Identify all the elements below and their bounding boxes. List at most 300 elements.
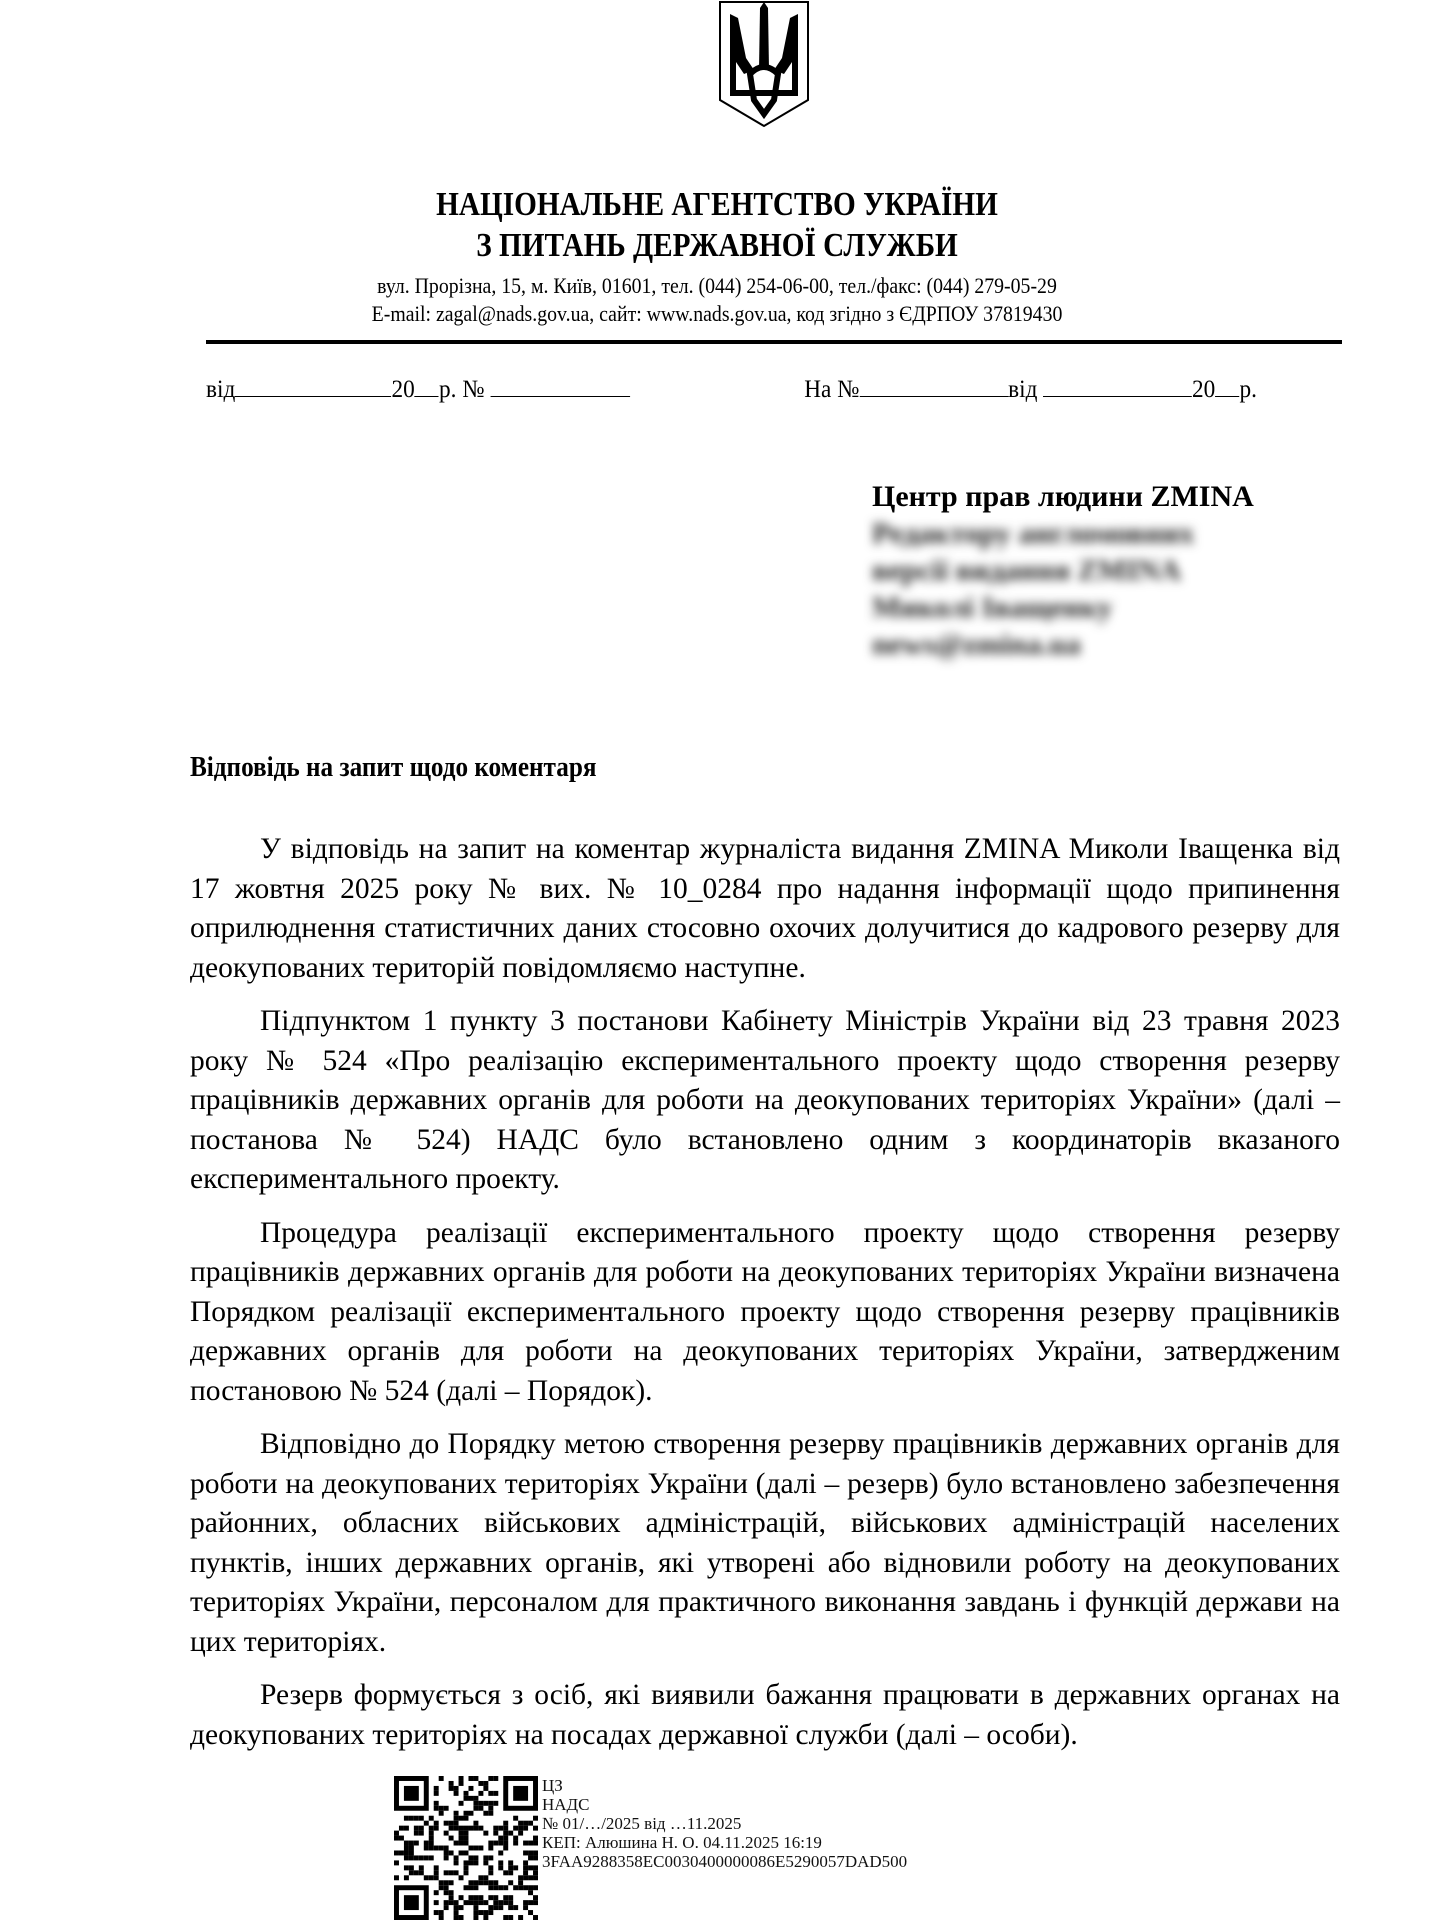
qr-module xyxy=(513,1885,518,1890)
qr-module xyxy=(439,1915,444,1920)
qr-module xyxy=(464,1826,469,1831)
qr-module xyxy=(468,1880,473,1885)
qr-module xyxy=(488,1855,493,1860)
qr-module xyxy=(503,1915,508,1920)
qr-module xyxy=(473,1821,478,1826)
qr-module xyxy=(449,1850,454,1855)
qr-module xyxy=(498,1841,503,1846)
qr-module xyxy=(478,1826,483,1831)
qr-module xyxy=(473,1796,478,1801)
qr-module xyxy=(449,1786,454,1791)
qr-module xyxy=(473,1846,478,1851)
qr-module xyxy=(533,1915,538,1920)
qr-module xyxy=(488,1806,493,1811)
qr-module xyxy=(464,1850,469,1855)
number-label: р. № xyxy=(438,376,485,403)
qr-module xyxy=(503,1821,508,1826)
qr-module xyxy=(533,1836,538,1841)
qr-module xyxy=(419,1826,424,1831)
qr-module xyxy=(493,1900,498,1905)
qr-module xyxy=(404,1826,409,1831)
qr-module xyxy=(404,1865,409,1870)
qr-module xyxy=(508,1915,513,1920)
qr-module xyxy=(493,1826,498,1831)
qr-module xyxy=(404,1875,409,1880)
qr-module xyxy=(404,1846,409,1851)
qr-module xyxy=(459,1915,464,1920)
reply-year-blank xyxy=(1215,374,1239,397)
qr-module xyxy=(503,1900,508,1905)
qr-module xyxy=(459,1850,464,1855)
reply-date-blank xyxy=(1043,374,1192,397)
qr-code-icon[interactable] xyxy=(394,1776,538,1920)
outgoing-ref xyxy=(206,374,630,404)
qr-module xyxy=(473,1880,478,1885)
qr-module xyxy=(478,1846,483,1851)
qr-module xyxy=(449,1900,454,1905)
qr-module xyxy=(503,1885,508,1890)
qr-module xyxy=(528,1821,533,1826)
qr-module xyxy=(444,1870,449,1875)
qr-module xyxy=(488,1880,493,1885)
qr-module xyxy=(439,1846,444,1851)
qr-module xyxy=(498,1905,503,1910)
body-paragraph: Процедура реалізації експериментального проекту щодо створення резерву працівників державних органів для роботи на деокупованих територіях України визначена Порядком реалізації експериментального проекту щодо створення резерву працівників державних органів для роботи на деокупованих територіях України, затвердженим постановою № 524 (далі – Порядок). xyxy=(190,1216,1340,1407)
stamp-line: ЦЗ xyxy=(542,1776,563,1795)
qr-module xyxy=(528,1850,533,1855)
qr-module xyxy=(518,1875,523,1880)
qr-module xyxy=(508,1880,513,1885)
qr-module xyxy=(434,1791,439,1796)
qr-module xyxy=(528,1841,533,1846)
qr-module xyxy=(478,1781,483,1786)
qr-module xyxy=(449,1836,454,1841)
body-paragraph: У відповідь на запит на коментар журналіста видання ZMINA Миколи Іващенка від 17 жовтня 2025 року № вих. № 10_0284 про надання інформації щодо припинення оприлюднення статистичних даних стосовно охочих долучитися до кадрового резерву для деокупованих територій повідомляємо наступне. xyxy=(190,833,1340,984)
qr-module xyxy=(483,1910,488,1915)
qr-module xyxy=(498,1836,503,1841)
qr-module xyxy=(513,1841,518,1846)
qr-module xyxy=(468,1786,473,1791)
qr-module xyxy=(478,1791,483,1796)
qr-module xyxy=(503,1836,508,1841)
qr-module xyxy=(473,1801,478,1806)
qr-module xyxy=(533,1841,538,1846)
qr-module xyxy=(429,1816,434,1821)
qr-module xyxy=(439,1885,444,1890)
qr-module xyxy=(464,1831,469,1836)
qr-module xyxy=(523,1875,528,1880)
qr-module xyxy=(508,1895,513,1900)
qr-module xyxy=(464,1836,469,1841)
body-paragraph: Резерв формується з осіб, які виявили бажання працювати в державних органах на деокупованих територіях на посадах державної служби (далі – особи). xyxy=(190,1679,1340,1751)
qr-module xyxy=(444,1855,449,1860)
qr-module xyxy=(404,1855,409,1860)
agency-line-1: НАЦІОНАЛЬНЕ АГЕНТСТВО УКРАЇНИ xyxy=(436,186,998,223)
qr-module xyxy=(429,1826,434,1831)
qr-module xyxy=(449,1895,454,1900)
qr-module xyxy=(488,1910,493,1915)
qr-module xyxy=(493,1905,498,1910)
qr-module xyxy=(488,1811,493,1816)
qr-module xyxy=(404,1841,409,1846)
qr-module xyxy=(414,1855,419,1860)
qr-module xyxy=(523,1865,528,1870)
qr-module xyxy=(513,1836,518,1841)
qr-module xyxy=(528,1910,533,1915)
qr-module xyxy=(498,1850,503,1855)
qr-module xyxy=(483,1880,488,1885)
qr-module xyxy=(513,1826,518,1831)
qr-module xyxy=(533,1885,538,1890)
qr-module xyxy=(454,1811,459,1816)
body-paragraph: Відповідно до Порядку метою створення резерву працівників державних органів для роботи на деокупованих територіях України (далі – резерв) було встановлено забезпечення районних, обласних військових адміністрацій, військових адміністрацій населених пунктів, інших державних органів, які утворені або відновили роботу на деокупованих територіях України, персоналом для практичного виконання завдань і функцій держави на цих територіях. xyxy=(190,1428,1340,1658)
qr-module xyxy=(444,1831,449,1836)
qr-module xyxy=(419,1870,424,1875)
year-blank xyxy=(415,374,439,397)
qr-module xyxy=(454,1855,459,1860)
stamp-issuer: НАДС xyxy=(542,1795,590,1814)
qr-module xyxy=(493,1841,498,1846)
qr-module xyxy=(533,1816,538,1821)
qr-module xyxy=(503,1846,508,1851)
qr-module xyxy=(483,1855,488,1860)
qr-module xyxy=(434,1846,439,1851)
qr-module xyxy=(528,1890,533,1895)
qr-module xyxy=(414,1826,419,1831)
qr-module xyxy=(404,1850,409,1855)
qr-module xyxy=(483,1801,488,1806)
qr-module xyxy=(429,1846,434,1851)
qr-module xyxy=(454,1860,459,1865)
qr-module xyxy=(414,1870,419,1875)
qr-module xyxy=(409,1865,414,1870)
qr-module xyxy=(508,1831,513,1836)
qr-module xyxy=(409,1846,414,1851)
qr-module xyxy=(414,1841,419,1846)
qr-module xyxy=(394,1836,399,1841)
reply-from-label: від xyxy=(1008,376,1038,403)
qr-module xyxy=(449,1870,454,1875)
qr-module xyxy=(468,1860,473,1865)
recipient-line-blurred: Редактору англомовних xyxy=(872,517,1195,550)
qr-module xyxy=(483,1915,488,1920)
qr-module xyxy=(429,1875,434,1880)
qr-module xyxy=(439,1811,444,1816)
qr-module xyxy=(439,1776,444,1781)
qr-module xyxy=(533,1875,538,1880)
qr-module xyxy=(464,1841,469,1846)
qr-module xyxy=(518,1880,523,1885)
qr-module xyxy=(424,1846,429,1851)
qr-module xyxy=(518,1821,523,1826)
recipient-organization: Центр прав людини ZMINA xyxy=(872,480,1254,513)
qr-module xyxy=(533,1870,538,1875)
qr-module xyxy=(394,1860,399,1865)
qr-module xyxy=(503,1841,508,1846)
recipient-line-blurred: Миколі Іващенку xyxy=(872,591,1113,624)
qr-module xyxy=(488,1776,493,1781)
qr-module xyxy=(513,1905,518,1910)
qr-module xyxy=(464,1796,469,1801)
agency-address: вул. Прорізна, 15, м. Київ, 01601, тел. (044) 254-06-00, тел./факс: (044) 279-05-29 xyxy=(377,273,1057,298)
qr-module xyxy=(508,1900,513,1905)
qr-module xyxy=(444,1821,449,1826)
qr-module xyxy=(508,1860,513,1865)
qr-module xyxy=(473,1860,478,1865)
qr-module xyxy=(473,1776,478,1781)
qr-module xyxy=(459,1781,464,1786)
qr-module xyxy=(444,1806,449,1811)
qr-module xyxy=(488,1870,493,1875)
qr-module xyxy=(468,1796,473,1801)
qr-module xyxy=(444,1885,449,1890)
qr-module xyxy=(468,1846,473,1851)
agency-name xyxy=(100,184,1333,266)
qr-module xyxy=(473,1826,478,1831)
qr-module xyxy=(399,1836,404,1841)
qr-module xyxy=(488,1865,493,1870)
qr-module xyxy=(429,1831,434,1836)
qr-module xyxy=(454,1786,459,1791)
qr-module xyxy=(523,1821,528,1826)
qr-module xyxy=(468,1826,473,1831)
qr-module xyxy=(399,1826,404,1831)
qr-module xyxy=(444,1846,449,1851)
qr-module xyxy=(459,1875,464,1880)
qr-module xyxy=(523,1850,528,1855)
coat-of-arms-icon xyxy=(716,0,812,128)
qr-module xyxy=(518,1885,523,1890)
date-blank xyxy=(235,374,391,397)
qr-module xyxy=(434,1821,439,1826)
stamp-certificate-id: 3FAA9288358EC0030400000086E5290057DAD500 xyxy=(542,1852,908,1871)
qr-module xyxy=(493,1801,498,1806)
qr-module xyxy=(449,1781,454,1786)
qr-module xyxy=(528,1875,533,1880)
qr-module xyxy=(454,1841,459,1846)
qr-module xyxy=(464,1860,469,1865)
qr-module xyxy=(518,1826,523,1831)
qr-module xyxy=(444,1890,449,1895)
qr-module xyxy=(493,1776,498,1781)
qr-module xyxy=(424,1821,429,1826)
qr-module xyxy=(439,1910,444,1915)
qr-module xyxy=(478,1801,483,1806)
qr-module xyxy=(473,1885,478,1890)
digital-signature-stamp xyxy=(542,1776,907,1871)
qr-module xyxy=(409,1850,414,1855)
agency-contacts xyxy=(72,272,1363,328)
qr-module xyxy=(424,1855,429,1860)
qr-module xyxy=(459,1816,464,1821)
qr-module xyxy=(468,1776,473,1781)
qr-module xyxy=(508,1905,513,1910)
agency-email-site: E-mail: zagal@nads.gov.ua, сайт: www.nads.gov.ua, код згідно з ЄДРПОУ 37819430 xyxy=(371,301,1063,326)
qr-module xyxy=(478,1900,483,1905)
qr-module xyxy=(459,1905,464,1910)
qr-module xyxy=(434,1865,439,1870)
qr-module xyxy=(488,1841,493,1846)
letter-body xyxy=(190,830,1340,1769)
qr-module xyxy=(493,1895,498,1900)
qr-module xyxy=(464,1900,469,1905)
reply-number-label: На № xyxy=(804,376,860,403)
qr-module xyxy=(493,1791,498,1796)
qr-module xyxy=(473,1806,478,1811)
qr-module xyxy=(464,1885,469,1890)
qr-module xyxy=(454,1826,459,1831)
qr-module xyxy=(503,1895,508,1900)
qr-module xyxy=(478,1895,483,1900)
qr-module xyxy=(409,1855,414,1860)
qr-module xyxy=(528,1885,533,1890)
qr-module xyxy=(454,1791,459,1796)
qr-module xyxy=(409,1870,414,1875)
qr-module xyxy=(454,1900,459,1905)
qr-module xyxy=(464,1870,469,1875)
qr-module xyxy=(493,1885,498,1890)
agency-line-2: З ПИТАНЬ ДЕРЖАВНОЇ СЛУЖБИ xyxy=(476,227,958,264)
qr-module xyxy=(459,1776,464,1781)
qr-module xyxy=(409,1841,414,1846)
recipient-block xyxy=(872,478,1312,663)
qr-module xyxy=(449,1880,454,1885)
qr-module xyxy=(454,1910,459,1915)
qr-module xyxy=(459,1826,464,1831)
qr-module xyxy=(434,1870,439,1875)
qr-module xyxy=(468,1895,473,1900)
qr-module xyxy=(434,1910,439,1915)
qr-module xyxy=(483,1875,488,1880)
year-prefix: 20 xyxy=(391,376,415,403)
qr-module xyxy=(464,1791,469,1796)
qr-module xyxy=(434,1801,439,1806)
qr-module xyxy=(468,1885,473,1890)
qr-module xyxy=(394,1850,399,1855)
qr-module xyxy=(523,1900,528,1905)
qr-module xyxy=(483,1781,488,1786)
qr-module xyxy=(419,1816,424,1821)
qr-module xyxy=(513,1865,518,1870)
qr-module xyxy=(464,1865,469,1870)
qr-module xyxy=(429,1841,434,1846)
reply-number-blank xyxy=(859,374,1008,397)
qr-module xyxy=(444,1900,449,1905)
qr-module xyxy=(503,1831,508,1836)
qr-module xyxy=(459,1841,464,1846)
qr-module xyxy=(459,1836,464,1841)
qr-module xyxy=(468,1811,473,1816)
qr-module xyxy=(459,1895,464,1900)
qr-module xyxy=(488,1895,493,1900)
qr-module xyxy=(424,1841,429,1846)
qr-module xyxy=(454,1905,459,1910)
recipient-line-blurred: версії видання ZMINA xyxy=(872,554,1181,587)
qr-module xyxy=(483,1860,488,1865)
qr-module xyxy=(523,1860,528,1865)
qr-module xyxy=(414,1816,419,1821)
qr-module xyxy=(533,1850,538,1855)
qr-module xyxy=(488,1791,493,1796)
qr-module xyxy=(473,1905,478,1910)
qr-module xyxy=(473,1910,478,1915)
qr-module xyxy=(503,1826,508,1831)
qr-module xyxy=(488,1801,493,1806)
qr-module xyxy=(419,1831,424,1836)
qr-module xyxy=(473,1915,478,1920)
qr-module xyxy=(434,1786,439,1791)
qr-finder xyxy=(404,1786,419,1801)
qr-module xyxy=(523,1905,528,1910)
qr-module xyxy=(483,1831,488,1836)
qr-module xyxy=(533,1865,538,1870)
qr-module xyxy=(454,1816,459,1821)
qr-module xyxy=(454,1821,459,1826)
qr-module xyxy=(449,1826,454,1831)
qr-module xyxy=(508,1865,513,1870)
qr-module xyxy=(483,1900,488,1905)
reference-line xyxy=(206,374,1257,404)
stamp-registration: № 01/…/2025 від …11.2025 xyxy=(542,1814,742,1833)
reply-year-prefix: 20 xyxy=(1192,376,1216,403)
qr-module xyxy=(533,1855,538,1860)
qr-module xyxy=(473,1895,478,1900)
qr-module xyxy=(409,1816,414,1821)
qr-module xyxy=(523,1841,528,1846)
qr-module xyxy=(508,1870,513,1875)
qr-module xyxy=(478,1880,483,1885)
from-label: від xyxy=(206,376,236,403)
qr-module xyxy=(498,1826,503,1831)
qr-module xyxy=(473,1900,478,1905)
qr-module xyxy=(454,1915,459,1920)
qr-module xyxy=(488,1905,493,1910)
qr-module xyxy=(424,1875,429,1880)
qr-module xyxy=(459,1831,464,1836)
qr-module xyxy=(523,1870,528,1875)
qr-module xyxy=(434,1826,439,1831)
qr-module xyxy=(523,1826,528,1831)
qr-module xyxy=(503,1870,508,1875)
qr-module xyxy=(483,1786,488,1791)
qr-module xyxy=(488,1885,493,1890)
qr-module xyxy=(419,1855,424,1860)
qr-module xyxy=(468,1855,473,1860)
qr-module xyxy=(518,1831,523,1836)
recipient-line-blurred: news@zmina.ua xyxy=(872,628,1081,661)
qr-module xyxy=(444,1905,449,1910)
qr-module xyxy=(478,1875,483,1880)
qr-module xyxy=(528,1865,533,1870)
qr-module xyxy=(434,1806,439,1811)
qr-module xyxy=(444,1880,449,1885)
letterhead-divider xyxy=(206,340,1342,344)
qr-module xyxy=(454,1870,459,1875)
qr-module xyxy=(523,1885,528,1890)
qr-finder xyxy=(404,1895,419,1910)
qr-module xyxy=(394,1831,399,1836)
stamp-signer: КЕП: Алюшина Н. О. 04.11.2025 16:19 xyxy=(542,1833,822,1852)
incoming-ref xyxy=(804,374,1257,404)
qr-module xyxy=(488,1846,493,1851)
qr-module xyxy=(498,1860,503,1865)
qr-module xyxy=(439,1880,444,1885)
qr-module xyxy=(468,1900,473,1905)
qr-module xyxy=(429,1836,434,1841)
qr-module xyxy=(478,1806,483,1811)
qr-module xyxy=(533,1826,538,1831)
letter-subject: Відповідь на запит щодо коментаря xyxy=(190,752,597,783)
